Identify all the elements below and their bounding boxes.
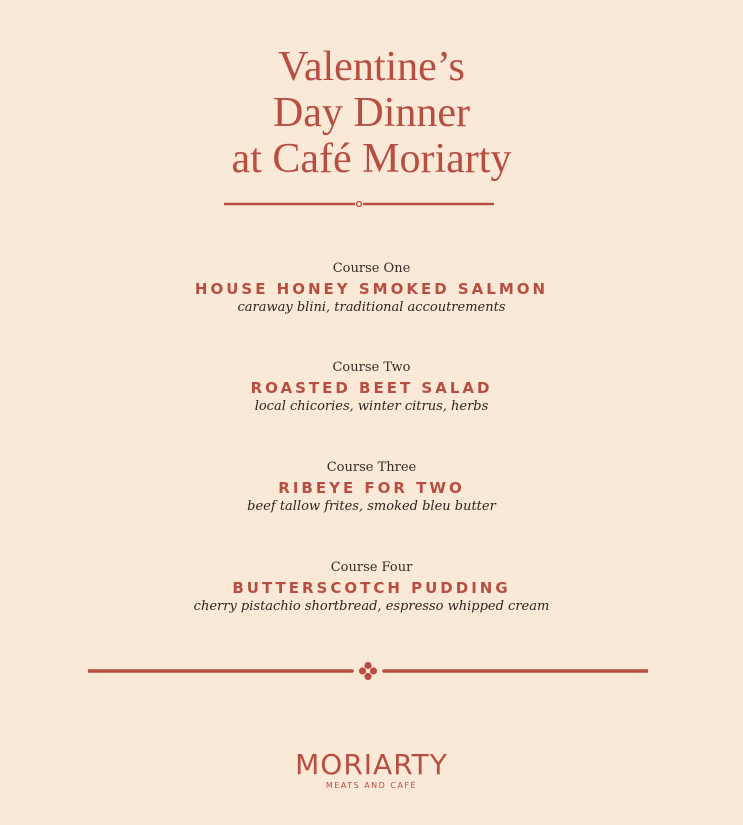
- course-description: cherry pistachio shortbread, espresso whipped cream: [193, 599, 550, 614]
- course-description: beef tallow frites, smoked bleu butter: [247, 499, 496, 514]
- logo-tagline: MEATS AND CAFÉ: [325, 781, 418, 790]
- course-name: ROASTED BEET SALAD: [250, 379, 493, 397]
- course-label: Course Three: [326, 460, 417, 475]
- menu-title: [0, 44, 743, 182]
- course-one: [0, 261, 743, 316]
- course-label: Course Two: [332, 360, 411, 375]
- course-label: Course Four: [330, 560, 413, 575]
- course-description: local chicories, winter citrus, herbs: [254, 399, 489, 414]
- course-two: [0, 360, 743, 415]
- title-line-1: Valentine’s: [278, 44, 465, 90]
- course-label: Course One: [332, 261, 411, 276]
- course-description: caraway blini, traditional accoutrements: [237, 300, 506, 315]
- ornament-line-icon: [224, 198, 494, 210]
- logo-wordmark: MORIARTY: [295, 748, 448, 781]
- brand-logo: [0, 748, 743, 792]
- course-name: HOUSE HONEY SMOKED SALMON: [194, 280, 549, 298]
- flower-ornament-icon: [88, 660, 648, 682]
- course-four: [0, 560, 743, 615]
- course-name: BUTTERSCOTCH PUDDING: [232, 579, 511, 597]
- title-line-3: at Café Moriarty: [231, 136, 512, 182]
- title-line-2: Day Dinner: [272, 90, 471, 136]
- course-three: [0, 460, 743, 515]
- course-name: RIBEYE FOR TWO: [278, 479, 465, 497]
